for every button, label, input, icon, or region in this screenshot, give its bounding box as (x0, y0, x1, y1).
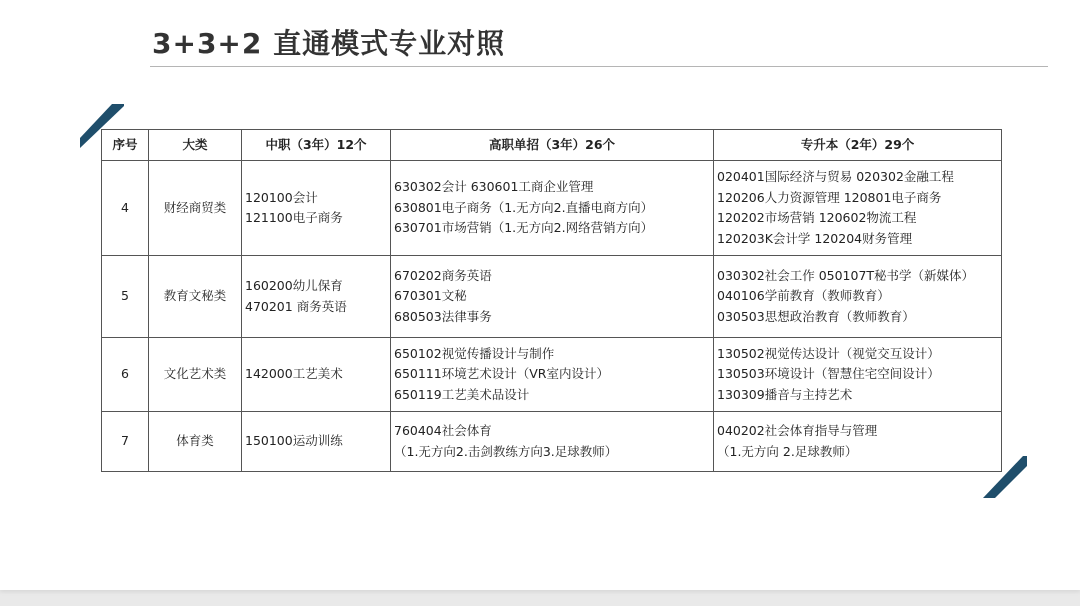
major-item: 630302会计 630601工商企业管理 (394, 179, 594, 195)
table-row (102, 338, 1002, 412)
major-item: 470201 商务英语 (245, 298, 347, 314)
major-item: 650119工艺美术品设计 (394, 386, 530, 402)
row-category: 体育类 (149, 412, 242, 472)
header-higher-vocational: 高职单招（3年）26个 (391, 130, 714, 161)
major-item: 760404社会体育 (394, 423, 492, 438)
major-item: 130502视觉传达设计（视觉交互设计） (717, 345, 940, 361)
major-item: 120100会计 (245, 189, 318, 205)
header-category: 大类 (149, 130, 242, 161)
major-item: 130309播音与主持艺术 (717, 386, 853, 402)
major-item: 030302社会工作 050107T秘书学（新媒体） (717, 267, 975, 283)
major-item: 020401国际经济与贸易 020302金融工程 (717, 169, 954, 184)
major-comparison-table (101, 129, 1002, 472)
major-item: 630701市场营销（1.无方向2.网络营销方向） (394, 220, 654, 236)
row-number: 4 (102, 161, 149, 256)
secondary-majors-cell (242, 412, 391, 472)
secondary-majors-cell (242, 338, 391, 412)
table-row (102, 412, 1002, 472)
major-item: （1.无方向2.击剑教练方向3.足球教师） (394, 443, 618, 459)
row-category: 文化艺术类 (149, 338, 242, 412)
major-item: 680503法律事务 (394, 308, 492, 324)
major-item: 150100运动训练 (245, 433, 343, 449)
major-item: 120202市场营销 120602物流工程 (717, 210, 917, 225)
major-item: 040202社会体育指导与管理 (717, 423, 878, 438)
header-upgrade-bachelor: 专升本（2年）29个 (714, 130, 1002, 161)
table-row (102, 256, 1002, 338)
upgrade-majors-cell (714, 338, 1002, 412)
row-number: 5 (102, 256, 149, 338)
page-title: 3+3+2 直通模式专业对照 (152, 27, 506, 60)
row-number: 7 (102, 412, 149, 472)
upgrade-majors-cell (714, 256, 1002, 338)
major-item: 630801电子商务（1.无方向2.直播电商方向） (394, 199, 654, 215)
header-no: 序号 (102, 130, 149, 161)
major-item: 030503思想政治教育（教师教育） (717, 308, 915, 324)
higher-majors-cell (391, 412, 714, 472)
row-category: 教育文秘类 (149, 256, 242, 338)
major-item: 670202商务英语 (394, 267, 492, 283)
major-item: 120203K会计学 120204财务管理 (717, 230, 913, 246)
major-item: 120206人力资源管理 120801电子商务 (717, 189, 942, 205)
major-item: 160200幼儿保育 (245, 278, 343, 293)
major-item: 040106学前教育（教师教育） (717, 288, 890, 304)
major-item: 142000工艺美术 (245, 366, 343, 382)
major-item: （1.无方向 2.足球教师） (717, 443, 858, 459)
major-item: 130503环境设计（智慧住宅空间设计） (717, 366, 940, 382)
major-item: 650102视觉传播设计与制作 (394, 345, 555, 361)
row-number: 6 (102, 338, 149, 412)
higher-majors-cell (391, 338, 714, 412)
higher-majors-cell (391, 256, 714, 338)
upgrade-majors-cell (714, 161, 1002, 256)
upgrade-majors-cell (714, 412, 1002, 472)
row-category: 财经商贸类 (149, 161, 242, 256)
major-item: 670301文秘 (394, 288, 467, 304)
major-item: 650111环境艺术设计（VR室内设计） (394, 366, 609, 382)
secondary-majors-cell (242, 161, 391, 256)
secondary-majors-cell (242, 256, 391, 338)
header-secondary-vocational: 中职（3年）12个 (242, 130, 391, 161)
title-divider (150, 66, 1048, 67)
table-row (102, 161, 1002, 256)
higher-majors-cell (391, 161, 714, 256)
major-item: 121100电子商务 (245, 210, 343, 225)
table-header-row (102, 130, 1002, 161)
